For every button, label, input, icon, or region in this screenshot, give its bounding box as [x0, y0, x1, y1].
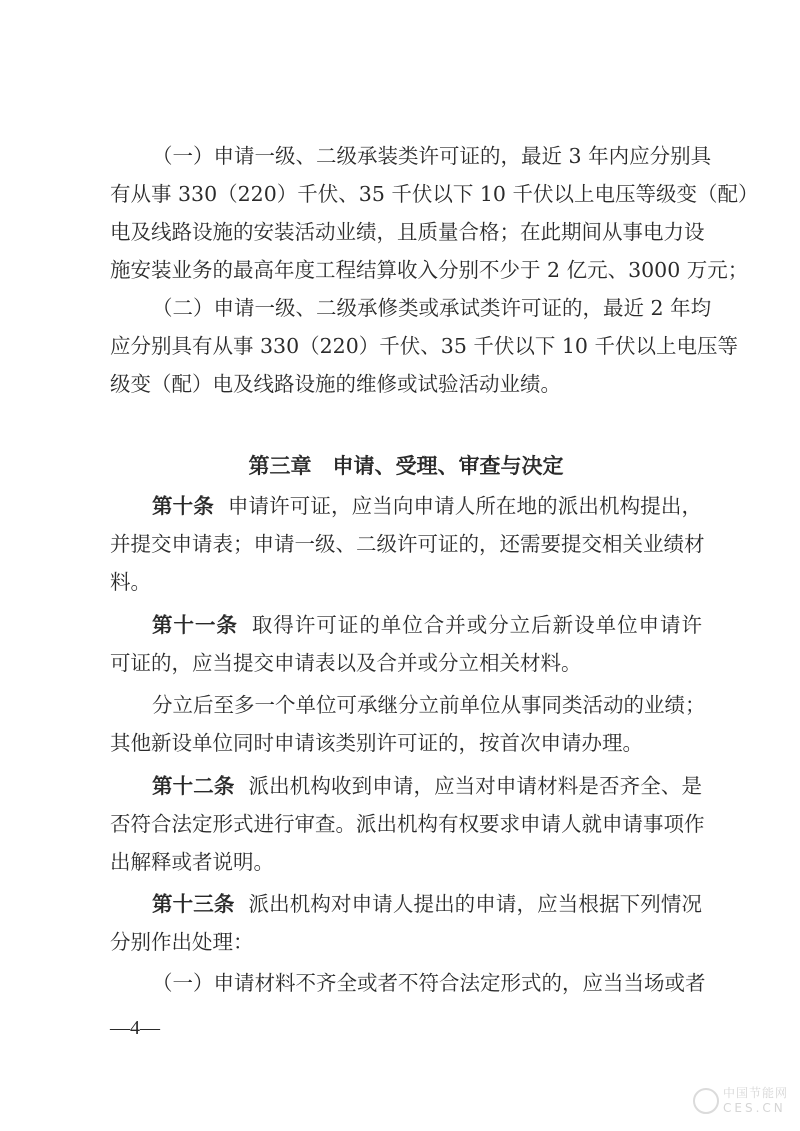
text: 派出机构收到申请，应当对申请材料是否齐全、是	[248, 774, 703, 798]
page-number: —4—	[110, 1017, 160, 1039]
text-line: 并提交申请表；申请一级、二级许可证的，还需要提交相关业绩材	[110, 532, 705, 556]
text: 派出机构对申请人提出的申请，应当根据下列情况	[248, 892, 703, 916]
text-line: （一）申请材料不齐全或者不符合法定形式的，应当当场或者	[152, 971, 706, 995]
article-label: 第十一条	[152, 613, 238, 637]
article-label: 第十条	[152, 494, 214, 518]
watermark-cn: 中国节能网	[723, 1086, 789, 1100]
text-line: 有从事 330（220）千伏、35 千伏以下 10 千伏以上电压等级变（配）	[110, 182, 759, 206]
text-line: 施安装业务的最高年度工程结算收入分别不少于 2 亿元、3000 万元；	[110, 258, 749, 282]
article-label: 第十二条	[152, 774, 235, 798]
watermark-en: CES.CN	[723, 1101, 786, 1115]
article-11-line	[110, 610, 702, 640]
text-line: 否符合法定形式进行审查。派出机构有权要求申请人就申请事项作	[110, 812, 705, 836]
text-line: 分别作出处理：	[110, 930, 254, 954]
text-line: （一）申请一级、二级承装类许可证的，最近 3 年内应分别具	[152, 144, 712, 168]
text-line: 应分别具有从事 330（220）千伏、35 千伏以下 10 千伏以上电压等	[110, 334, 738, 358]
article-12-line	[110, 771, 702, 801]
text-line: 可证的，应当提交申请表以及合并或分立相关材料。	[110, 651, 582, 675]
text-line: 电及线路设施的安装活动业绩，且质量合格；在此期间从事电力设	[110, 220, 705, 244]
article-label: 第十三条	[152, 892, 235, 916]
text-line: 料。	[110, 570, 151, 594]
text-line: 级变（配）电及线路设施的维修或试验活动业绩。	[110, 372, 561, 396]
article-10-line	[110, 491, 702, 521]
text-line: 分立后至多一个单位可承继分立前单位从事同类活动的业绩；	[152, 693, 706, 717]
chapter-heading: 第三章 申请、受理、审查与决定	[248, 454, 564, 478]
ces-logo-icon	[693, 1088, 719, 1114]
text-line: 出解释或者说明。	[110, 850, 274, 874]
text-line: 其他新设单位同时申请该类别许可证的，按首次申请办理。	[110, 731, 643, 755]
text: 取得许可证的单位合并或分立后新设单位申请许	[251, 613, 703, 637]
text-line: （二）申请一级、二级承修类或承试类许可证的，最近 2 年均	[152, 296, 712, 320]
article-13-line	[110, 889, 702, 919]
watermark-logo	[693, 1082, 793, 1122]
text: 申请许可证，应当向申请人所在地的派出机构提出，	[227, 494, 703, 518]
